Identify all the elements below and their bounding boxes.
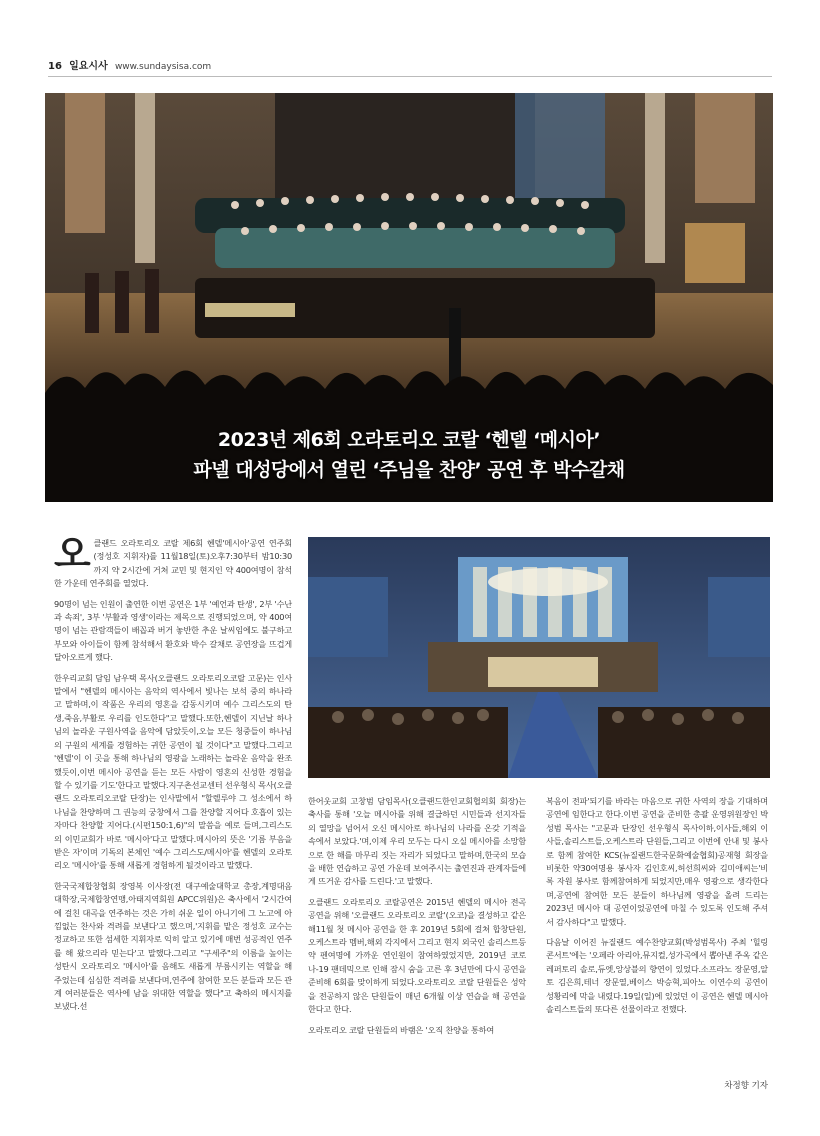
header-rule — [48, 76, 772, 77]
article-paragraph: 한우리교회 담임 남우택 목사(오클랜드 오라토리오코랄 고문)는 인사말에서 "헨델의 메시아는 음악의 역사에서 빛나는 보석 중의 하나라고 말하며,이 작품은 우리의 영혼을 감동시키며 예수 그리스도의 탄생,죽음,부활로 우리를 인도한다"고 말했다.또한,헨델이 지닌날 하나님의 놀라운 구원사역을 음악에 담았듯이,오늘 모든 청중들이 하나님의 구원의 세계를 경험하는 귀한 공연이 될 것이다"고 말했다.그리고 '헨델'이 이 곳을 통해 하나님의 영광을 노래하는 놀라운 음악을 완조했듯이,이번 메시아 공연을 듣는 모든 사람이 영혼의 신성한 경험을 할 수 있기를 기도'한다고 말했다.지구촌선교센터 선우형식 목사(오클랜드 오라토리오코랄 단장)는 인사말에서 "할렐루야 그 성소에서 하나님을 찬양하며 그 권능의 궁창에서 그를 찬양할 지어다 호흡이 있는 자마다 찬양할 지어다.(시편150:1,6)"의 말씀을 예로 들며,그리스도의 이민교회가 바로 '메시아'다고 말했다.메시아의 뜻은 '기름 부음을 받은 자'이며 기독의 본체인 '예수 그리스도/메시아'를 헨델의 오라토리오 '메시아'를 통해 새롭게 경험하게 될것이라고 말했다. — [54, 672, 292, 871]
article-paragraph: 오라토리오 코랄 단원들의 바램은 '오직 찬양을 통하여 — [308, 1024, 495, 1035]
publication-name: 일요시사 — [69, 61, 108, 72]
page-number: 16 — [48, 61, 62, 72]
article-column-middle — [308, 795, 526, 1044]
cathedral-photo — [308, 537, 770, 778]
article-paragraph — [54, 531, 292, 591]
concert-photo — [45, 93, 773, 502]
cathedral-photo-illustration — [308, 537, 770, 778]
hero-caption-line1: 2023년 제6회 오라토리오 코랄 ‘헨델 ‘메시아’ — [217, 429, 601, 451]
article-column-left — [54, 531, 292, 1021]
article-paragraph: 90명이 넘는 인원이 출연한 이번 공연은 1부 '예언과 탄생', 2부 '수난과 속죄', 3부 '부활과 영생'이라는 제목으로 진행되었으며, 약 400여명이 넘는 관람객들이 배꼽과 버거 놓반한 추운 날씨임에도 불구하고 부모와 아이들이 함께 참석해서 환호와 박수 갈채로 공연장을 뜨겁게 달아오르게 했다. — [54, 598, 292, 663]
hero-caption-line2: 파넬 대성당에서 열린 ‘주님을 찬양’ 공연 후 박수갈채 — [193, 459, 625, 481]
article-column-right — [546, 795, 768, 1024]
publication-url: www.sundaysisa.com — [114, 62, 212, 72]
article-paragraph: 한어웃교회 고창범 담임목사(오클랜드한인교회협의회 회장)는 축사를 통해 '오늘 메시아를 위해 결급하던 시민들과 선지자들의 열망을 넘어서 오신 메시아로 하나님의 나라를 온갖 기적을 속에서 보았다.'며,이제 우리 모두는 다시 오실 메시아를 소망함으로 한 해를 마무리 짓는 자리가 되었다고 말하며,한국의 모습을 배한 연습하고 공연 가운데 보여주시는 출연진과 관계자들에게 뜨거운 감사를 드린다.'고 말했다. — [308, 796, 526, 887]
byline: 차정향 기자 — [724, 1081, 768, 1091]
article-paragraph: 오클랜드 오라토리오 코랄공연은 2015년 헨델의 메시아 전곡 공연을 위해 '오클랜드 오라토리오 코랄'(오코)을 결성하고 같은 해11월 첫 메시아 공연을 한 후 2019년 5회에 걸쳐 합창단원,오케스트라 멤버,해외 각지에서 그리고 현지 외국인 솔리스트등 약 펜여명에 가까운 연인원이 참여하였었지만, 2019년 코로나-19 팬데믹으로 인해 잠시 숨을 고른 후 3년만에 다시 공연을 준비해 6회를 맞이하게 되었다.오라토리오 코랄 단원들은 성악을 전공하지 않은 단원들이 매년 6개월 이상 연습을 해 공연을 한다고 한다. — [308, 896, 526, 1015]
article-paragraph: 복음이 전파'되기를 바라는 마음으로 귀한 사역의 장을 기대하며 공연에 임한다고 한다.이번 공연을 준비한 총괄 운영위원장인 박성범 목사는 "고문과 단장인 선우형식 목사이하,이사들,해외 이사들,솔리스트들,오케스트라 단원들,그리고 이번에 안내 및 봉사로 함께 참여한 KCS(뉴질랜드한국문화예술협회)공재형 회장을 비롯한 약30여명용 봉사자 김인호씨,허선희씨와 김미애씨는'비록 자원 봉사로 함께참여하게 되었지만,매우 영광으로 생각한다며,공연에 참여한 모든 분들이 하나님께 영광을 올려 드리는 2023년 메시아 대 공연이었공연에 마칠 수 있도록 인도해 주셔서 감사하다"고 말했다. — [546, 796, 768, 927]
article-paragraph: 한국국제합창협회 장영복 이사장(전 대구예술대학교 총장,계명대음대학장,국제합창연맹,아태지역회원 APCC위원)은 축사에서 '2시간여에 걸친 대곡을 연주하는 것은 가히 쉬운 일이 아니기에 그 노고에 아낌없는 찬사와 격려를 보낸다'고 했으며,'지휘를 맡은 정성호 교수는 정교하고 또한 섬세한 지휘자로 익히 알고 있기에 매번 성공적인 연주를 해 왔으리라 믿는다'고 말했다.그리고 "구세주"의 이름을 높이는 성탄시 오라토리오 '메시아'를 음해도 새롭게 부름시키는 역할을 해 주었는데 심심한 격려를 보낸다며,연주에 참여한 모든 분들과 모든 관계 여러분들은 역사에 남을 위대한 역할을 했다"고 축하의 메시지를 보냈다.선 — [54, 880, 292, 1012]
article-paragraph: 다음날 이어진 뉴질랜드 예수찬양교회(박성범목사) 주최 '힐링 콘서트'에는 '오페라 아리아,뮤지컬,성가곡에서 뽑아낸 주옥 같은 레퍼토리 솔로,듀엣,앙상블의 향연이 있었다.소프라노 장문영,알토 김은희,테너 장문열,베이스 박승혁,피아노 이연수의 공연이 성황리에 막을 내렸다.19일(일)에 있었던 이 공연은 헨델 메시아 솔리스트들의 또다른 선물이라고 전했다. — [546, 937, 768, 1015]
paragraph-text: 클랜드 오라토리오 코랄 제6회 헨델'메시아'공연 연주회(정성호 지휘자)를 11월18일(토)오후7:30부터 밤10:30까지 약 2시간에 거쳐 교민 및 현지인 약 400여명이 참석한 가운데 연주회를 열었다. — [54, 538, 292, 589]
drop-cap: 오 — [54, 531, 91, 576]
page-header — [48, 60, 772, 74]
